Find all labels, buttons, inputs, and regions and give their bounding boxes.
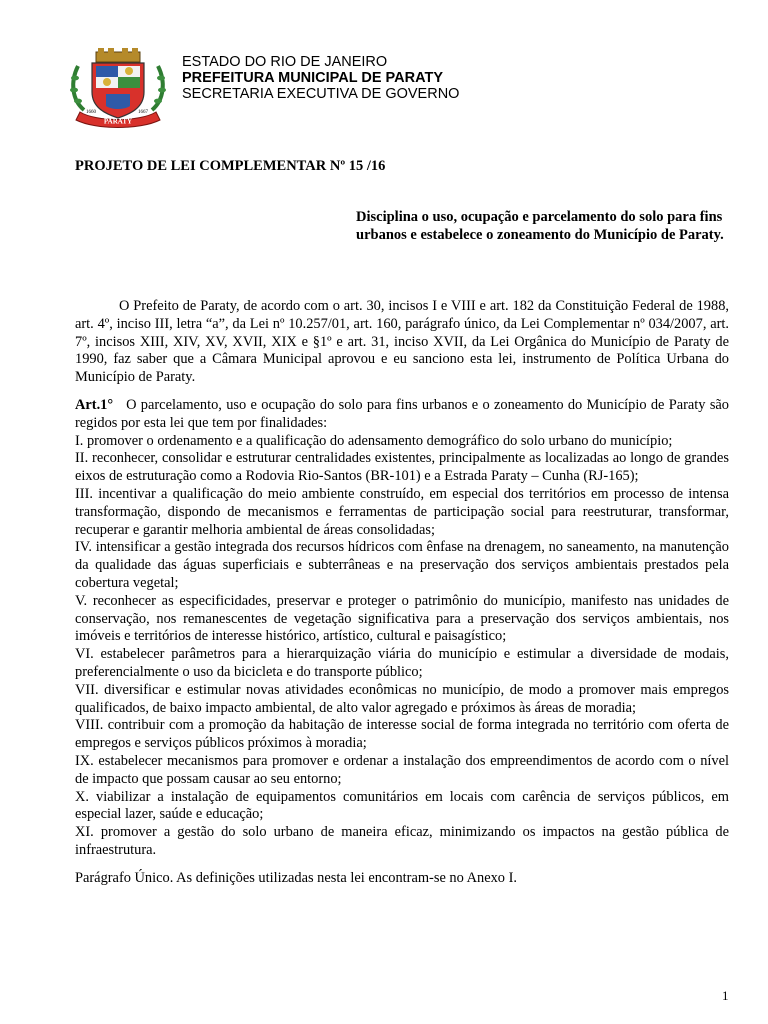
municipal-coat-of-arms (66, 48, 170, 128)
article-caput-text: O parcelamento, uso e ocupação do solo para fins urbanos e o zoneamento do Município de Paraty são regidos por esta lei que tem por finalidades: (75, 396, 729, 431)
bill-summary: Disciplina o uso, ocupação e parcelamento do solo para fins urbanos e estabelece o zoneamento do Município de Paraty. (356, 209, 724, 243)
letterhead (66, 48, 706, 128)
article-item: VII. diversificar e estimular novas atividades econômicas no município, de modo a promover mais empregos qualificados, de baixo impacto ambiental, de alto valor agregado e próximos às áreas de moradia; (75, 681, 729, 716)
article-item: IV. intensificar a gestão integrada dos recursos hídricos com ênfase na drenagem, no saneamento, na manutenção da qualidade das águas superficiais e subterrâneas e na preservação dos serviços ambientais prestados pela cobertura vegetal; (75, 539, 729, 591)
bill-body (75, 298, 729, 888)
article-1-caput (75, 397, 729, 433)
article-item: VIII. contribuir com a promoção da habitação de interesse social de forma integrada no território com oferta de empregos e serviços públicos próximos à moradia; (75, 717, 729, 752)
state-name: ESTADO DO RIO DE JANEIRO (182, 54, 388, 70)
letterhead-text (182, 54, 459, 102)
sole-paragraph: Parágrafo Único. As definições utilizadas nesta lei encontram-se no Anexo I. (75, 869, 517, 886)
article-item: X. viabilizar a instalação de equipamentos comunitários em locais com carência de serviços públicos, em especial lazer, saúde e educação; (75, 788, 729, 823)
article-item: VI. estabelecer parâmetros para a hierarquização viária do município e estimular a diversidade de modais, preferencialmente o uso da bicicleta e do transporte público; (75, 646, 729, 680)
article-label: Art.1° (75, 396, 114, 413)
svg-text:1667: 1667 (138, 110, 148, 115)
svg-text:PARATY: PARATY (103, 117, 133, 126)
article-item: I. promover o ordenamento e a qualificação do adensamento demográfico do solo urbano do município; (75, 432, 673, 449)
preamble: O Prefeito de Paraty, de acordo com o art. 30, incisos I e VIII e art. 182 da Constituição Federal de 1988, art. 4º, inciso III, letra “a”, da Lei nº 10.257/01, art. 160, parágrafo único, da Lei Complementar nº 034/2007, art. 7º, incisos XIII, XIV, XV, XVII, XIX e §1º e art. 31, inciso XVII, da Lei Orgânica do Município de Paraty de 1990, faz saber que a Câmara Municipal aprovou e eu sanciono esta lei, instrumento de Política Urbana do Município de Paraty. (75, 298, 729, 386)
secretariat-name: SECRETARIA EXECUTIVA DE GOVERNO (182, 86, 460, 102)
article-item: II. reconhecer, consolidar e estruturar centralidades existentes, principalmente as localizadas ao longo de grandes eixos de estruturação como a Rodovia Rio-Santos (BR-101) e a Estrada Paraty – Cunha (RJ-165); (75, 450, 729, 485)
bill-title: PROJETO DE LEI COMPLEMENTAR Nº 15 /16 (75, 158, 386, 174)
page-number: 1 (722, 988, 729, 1003)
city-hall-name: PREFEITURA MUNICIPAL DE PARATY (182, 70, 444, 86)
article-item: XI. promover a gestão do solo urbano de maneira eficaz, minimizando os impactos na gestão pública de infraestrutura. (75, 824, 729, 858)
article-item: V. reconhecer as especificidades, preservar e proteger o patrimônio do município, manifesto nas unidades de conservação, nos remanescentes de vegetação significativa para a preservação dos serviços ambientais, nos imóveis e territórios de interesse histórico, artístico, cultural e paisagístico; (75, 592, 729, 645)
article-item: IX. estabelecer mecanismos para promover e ordenar a instalação dos empreendimentos de acordo com o nível de impacto que possam causar ao seu entorno; (75, 752, 729, 787)
svg-text:1660: 1660 (86, 110, 96, 115)
article-item: III. incentivar a qualificação do meio ambiente construído, em especial dos territórios em processo de intensa transformação, dispondo de mecanismos e ferramentas de participação social para reestruturar, transformar, recuperar e garantir melhoria ambiental de áreas consolidadas; (75, 485, 729, 538)
